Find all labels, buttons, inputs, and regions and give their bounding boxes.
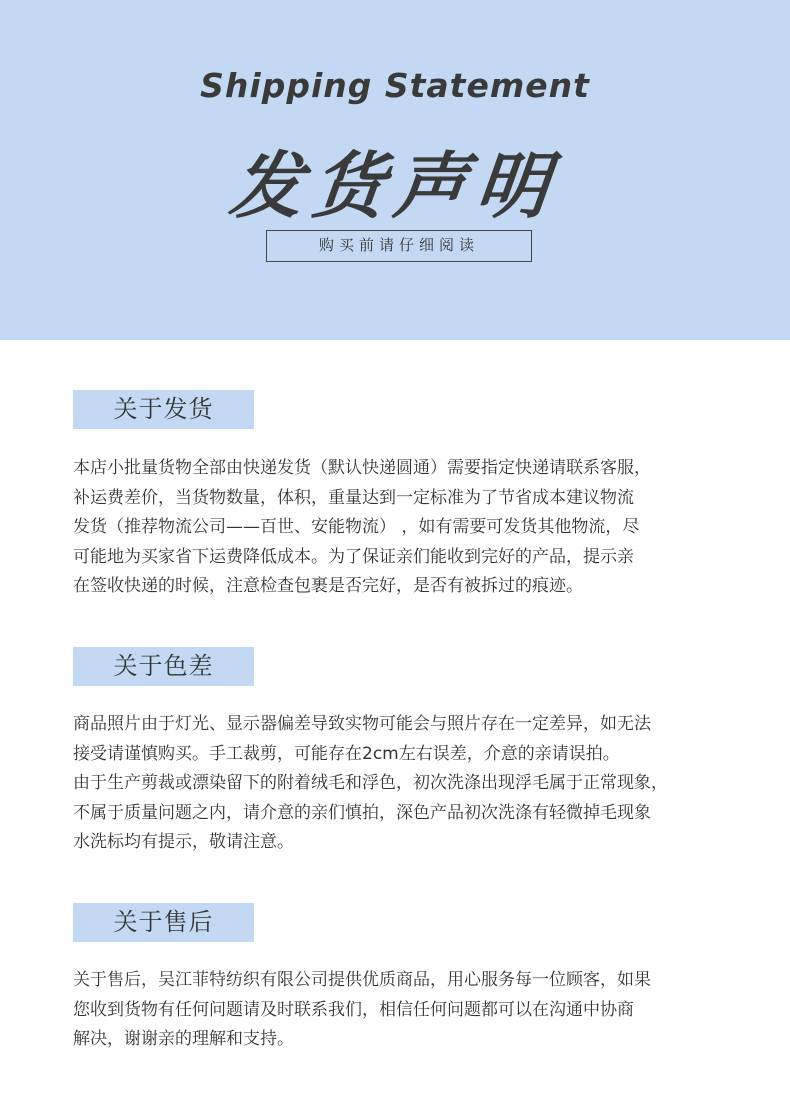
section-label-shipping: 关于发货 (73, 390, 254, 429)
header-banner (0, 0, 790, 340)
text-line: 水洗标均有提示，敬请注意。 (73, 832, 294, 853)
text-line: 商品照片由于灯光、显示器偏差导致实物可能会与照片存在一定差异，如无法 (73, 714, 651, 734)
section-body-color-difference (73, 710, 725, 858)
text-line: 您收到货物有任何问题请及时联系我们，相信任何问题都可以在沟通中协商 (73, 999, 634, 1020)
text-line: 可能地为买家省下运费降低成本。为了保证亲们能收到完好的产品，提示亲 (73, 546, 634, 567)
section-label-after-sales: 关于售后 (73, 903, 254, 942)
section-body-after-sales (73, 966, 725, 1055)
title-english: Shipping Statement (200, 66, 590, 105)
text-line: 接受请谨慎购买。手工裁剪，可能存在2cm左右误差，介意的亲请误拍。 (73, 743, 620, 764)
title-chinese: 发货声明 (225, 144, 563, 228)
text-line: 本店小批量货物全部由快递发货（默认快递圆通）需要指定快递请联系客服， (73, 458, 651, 478)
text-line: 解决，谢谢亲的理解和支持。 (73, 1029, 294, 1050)
section-body-shipping (73, 454, 725, 602)
subtitle-box: 购买前请仔细阅读 (266, 230, 532, 262)
text-line: 不属于质量问题之内，请介意的亲们慎拍，深色产品初次洗涤有轻微掉毛现象 (73, 802, 651, 823)
text-line: 发货（推荐物流公司——百世、安能物流） ，如有需要可发货其他物流，尽 (73, 517, 640, 538)
text-line: 由于生产剪裁或漂染留下的附着绒毛和浮色，初次洗涤出现浮毛属于正常现象， (73, 773, 668, 794)
text-line: 关于售后，吴江菲特纺织有限公司提供优质商品，用心服务每一位顾客，如果 (73, 970, 651, 990)
section-label-color-difference: 关于色差 (73, 647, 254, 686)
text-line: 在签收快递的时候，注意检查包裹是否完好，是否有被拆过的痕迹。 (73, 576, 583, 597)
text-line: 补运费差价，当货物数量，体积，重量达到一定标准为了节省成本建议物流 (73, 487, 634, 508)
